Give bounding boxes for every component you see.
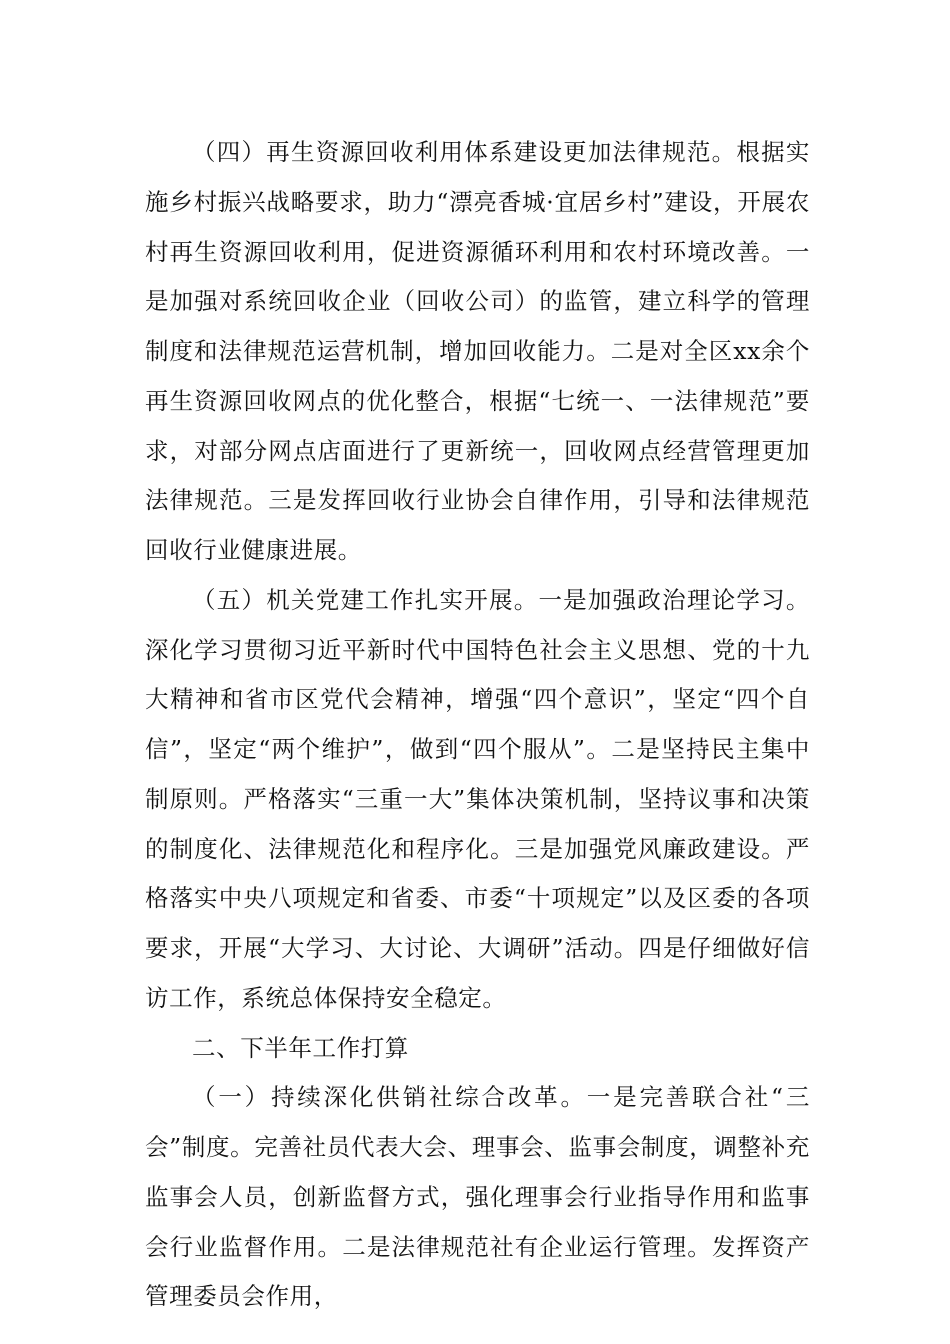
- paragraph-recycling-system: （四）再生资源回收利用体系建设更加法律规范。根据实施乡村振兴战略要求，助力“漂亮香城·宜居乡村”建设，开展农村再生资源回收利用，促进资源循环利用和农村环境改善。一是加强对系统回收企业（回收公司）的监管，建立科学的管理制度和法律规范运营机制，增加回收能力。二是对全区xx余个再生资源回收网点的优化整合，根据“七统一、一法律规范”要求，对部分网点店面进行了更新统一，回收网点经营管理更加法律规范。三是发挥回收行业协会自律作用，引导和法律规范回收行业健康进展。: [145, 138, 810, 564]
- paragraph-cooperative-reform: （一）持续深化供销社综合改革。一是完善联合社“三会”制度。完善社员代表大会、理事会、监事会制度，调整补充监事会人员，创新监督方式，强化理事会行业指导作用和监事会行业监督作用。二是法律规范社有企业运行管理。发挥资产管理委员会作用，: [145, 1083, 810, 1311]
- paragraph-party-building: （五）机关党建工作扎实开展。一是加强政治理论学习。深化学习贯彻习近平新时代中国特色社会主义思想、党的十九大精神和省市区党代会精神，增强“四个意识”，坚定“四个自信”，坚定“两个维护”，做到“四个服从”。二是坚持民主集中制原则。严格落实“三重一大”集体决策机制，坚持议事和决策的制度化、法律规范化和程序化。三是加强党风廉政建设。严格落实中央八项规定和省委、市委“十项规定”以及区委的各项要求，开展“大学习、大讨论、大调研”活动。四是仔细做好信访工作，系统总体保持安全稳定。: [145, 585, 810, 1012]
- document-body: [145, 128, 810, 1322]
- section-heading-second-half-plan: 二、下半年工作打算: [192, 1033, 409, 1062]
